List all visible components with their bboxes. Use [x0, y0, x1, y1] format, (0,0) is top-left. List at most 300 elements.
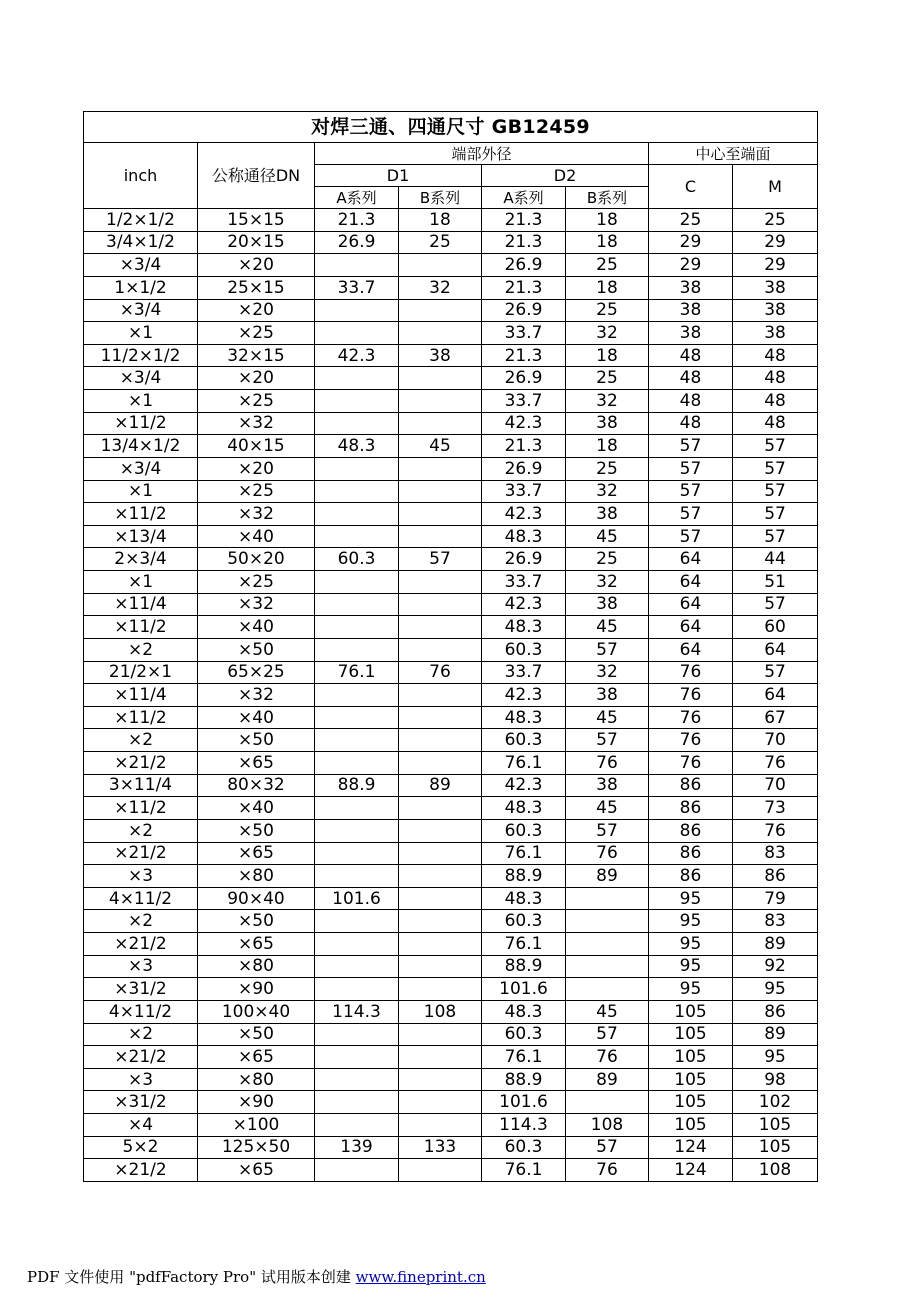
cell-d1-b: [399, 1159, 482, 1182]
footer-link[interactable]: www.fineprint.cn: [355, 1268, 486, 1286]
cell-c: 38: [649, 299, 733, 322]
cell-d2-b: 45: [566, 1000, 649, 1023]
cell-d2-a: 88.9: [482, 955, 566, 978]
cell-inch: ×3: [84, 1068, 198, 1091]
cell-d1-b: [399, 978, 482, 1001]
cell-d1-a: [315, 933, 399, 956]
cell-d2-a: 48.3: [482, 887, 566, 910]
cell-c: 29: [649, 254, 733, 277]
cell-d1-b: 108: [399, 1000, 482, 1023]
table-row: [84, 887, 818, 910]
cell-m: 86: [733, 865, 818, 888]
cell-d2-b: 76: [566, 1159, 649, 1182]
cell-d2-b: 89: [566, 865, 649, 888]
table-row: [84, 390, 818, 413]
cell-c: 86: [649, 819, 733, 842]
cell-m: 67: [733, 706, 818, 729]
cell-d1-b: 25: [399, 231, 482, 254]
cell-d1-a: [315, 322, 399, 345]
cell-d1-a: 101.6: [315, 887, 399, 910]
cell-m: 38: [733, 276, 818, 299]
cell-d1-b: [399, 322, 482, 345]
cell-inch: ×11/2: [84, 797, 198, 820]
cell-d2-b: 18: [566, 276, 649, 299]
table-row: [84, 933, 818, 956]
cell-d2-a: 114.3: [482, 1114, 566, 1137]
cell-inch: ×1: [84, 390, 198, 413]
cell-d1-a: [315, 729, 399, 752]
cell-d2-a: 48.3: [482, 706, 566, 729]
header-d2: D2: [482, 165, 649, 187]
cell-d2-b: 32: [566, 571, 649, 594]
cell-c: 105: [649, 1000, 733, 1023]
cell-d2-a: 26.9: [482, 367, 566, 390]
cell-m: 79: [733, 887, 818, 910]
cell-d2-b: 89: [566, 1068, 649, 1091]
cell-d2-b: [566, 955, 649, 978]
cell-d2-a: 88.9: [482, 1068, 566, 1091]
cell-d2-b: 57: [566, 819, 649, 842]
cell-d1-a: [315, 865, 399, 888]
cell-m: 89: [733, 933, 818, 956]
cell-dn: 15×15: [198, 209, 315, 232]
cell-m: 108: [733, 1159, 818, 1182]
table-row: [84, 910, 818, 933]
cell-inch: ×2: [84, 910, 198, 933]
table-row: [84, 616, 818, 639]
cell-inch: ×2: [84, 638, 198, 661]
cell-inch: ×3: [84, 955, 198, 978]
cell-dn: ×65: [198, 842, 315, 865]
cell-c: 95: [649, 978, 733, 1001]
cell-c: 25: [649, 209, 733, 232]
cell-d2-b: 76: [566, 752, 649, 775]
cell-dn: ×65: [198, 1046, 315, 1069]
cell-d2-a: 101.6: [482, 978, 566, 1001]
cell-dn: ×25: [198, 480, 315, 503]
cell-d2-b: 45: [566, 525, 649, 548]
cell-d2-a: 33.7: [482, 661, 566, 684]
cell-c: 38: [649, 322, 733, 345]
cell-inch: ×4: [84, 1114, 198, 1137]
cell-m: 70: [733, 729, 818, 752]
cell-dn: 90×40: [198, 887, 315, 910]
cell-d2-a: 76.1: [482, 752, 566, 775]
cell-d1-b: [399, 933, 482, 956]
cell-m: 76: [733, 752, 818, 775]
cell-d2-a: 60.3: [482, 1023, 566, 1046]
cell-c: 105: [649, 1091, 733, 1114]
table-row: [84, 774, 818, 797]
table-row: [84, 525, 818, 548]
cell-c: 57: [649, 435, 733, 458]
cell-c: 86: [649, 865, 733, 888]
cell-dn: ×25: [198, 322, 315, 345]
header-c: C: [649, 165, 733, 209]
table-row: [84, 231, 818, 254]
cell-d1-a: [315, 299, 399, 322]
cell-d2-b: 32: [566, 390, 649, 413]
cell-d1-b: [399, 1046, 482, 1069]
cell-c: 105: [649, 1068, 733, 1091]
cell-inch: ×11/2: [84, 412, 198, 435]
table-row: [84, 752, 818, 775]
cell-c: 86: [649, 774, 733, 797]
cell-inch: 4×11/2: [84, 1000, 198, 1023]
cell-inch: ×21/2: [84, 1159, 198, 1182]
cell-d1-b: [399, 752, 482, 775]
cell-inch: ×11/2: [84, 706, 198, 729]
cell-c: 95: [649, 955, 733, 978]
cell-m: 92: [733, 955, 818, 978]
cell-inch: 3/4×1/2: [84, 231, 198, 254]
table-row: [84, 1046, 818, 1069]
cell-d1-b: [399, 480, 482, 503]
cell-d1-b: [399, 503, 482, 526]
cell-inch: ×2: [84, 819, 198, 842]
table-row: [84, 819, 818, 842]
cell-d2-a: 42.3: [482, 593, 566, 616]
table-row: [84, 638, 818, 661]
cell-c: 29: [649, 231, 733, 254]
cell-d1-b: 45: [399, 435, 482, 458]
table-row: [84, 1136, 818, 1159]
cell-m: 105: [733, 1114, 818, 1137]
cell-m: 48: [733, 412, 818, 435]
cell-d2-b: 25: [566, 367, 649, 390]
cell-m: 64: [733, 684, 818, 707]
cell-d2-b: 57: [566, 638, 649, 661]
cell-d2-a: 33.7: [482, 322, 566, 345]
cell-d1-b: [399, 819, 482, 842]
cell-inch: ×11/2: [84, 616, 198, 639]
cell-m: 89: [733, 1023, 818, 1046]
table-row: [84, 842, 818, 865]
cell-inch: ×13/4: [84, 525, 198, 548]
cell-d2-a: 60.3: [482, 910, 566, 933]
cell-d2-b: [566, 978, 649, 1001]
cell-dn: ×80: [198, 865, 315, 888]
cell-d1-a: 60.3: [315, 548, 399, 571]
cell-dn: 20×15: [198, 231, 315, 254]
cell-d1-a: [315, 616, 399, 639]
cell-c: 57: [649, 503, 733, 526]
cell-inch: ×2: [84, 1023, 198, 1046]
table-row: [84, 955, 818, 978]
cell-m: 48: [733, 344, 818, 367]
cell-d1-b: [399, 525, 482, 548]
cell-m: 83: [733, 842, 818, 865]
cell-d2-a: 76.1: [482, 933, 566, 956]
cell-c: 57: [649, 525, 733, 548]
cell-d1-b: [399, 299, 482, 322]
cell-c: 76: [649, 684, 733, 707]
cell-d1-b: [399, 684, 482, 707]
cell-d1-b: [399, 616, 482, 639]
cell-inch: ×11/2: [84, 503, 198, 526]
cell-d2-b: 38: [566, 593, 649, 616]
cell-d1-a: 21.3: [315, 209, 399, 232]
cell-inch: 21/2×1: [84, 661, 198, 684]
cell-dn: ×40: [198, 525, 315, 548]
cell-d1-b: [399, 1068, 482, 1091]
cell-d2-a: 21.3: [482, 344, 566, 367]
cell-m: 102: [733, 1091, 818, 1114]
header-dn: 公称通径DN: [198, 143, 315, 209]
cell-d2-a: 42.3: [482, 684, 566, 707]
cell-d1-a: 114.3: [315, 1000, 399, 1023]
cell-d1-b: [399, 729, 482, 752]
cell-d2-a: 42.3: [482, 503, 566, 526]
cell-c: 76: [649, 729, 733, 752]
cell-d1-b: [399, 254, 482, 277]
header-m: M: [733, 165, 818, 209]
table-row: [84, 209, 818, 232]
cell-d2-a: 21.3: [482, 276, 566, 299]
cell-inch: 2×3/4: [84, 548, 198, 571]
table-row: [84, 367, 818, 390]
cell-d1-b: [399, 412, 482, 435]
cell-d2-b: 18: [566, 435, 649, 458]
cell-d2-a: 26.9: [482, 457, 566, 480]
cell-inch: 4×11/2: [84, 887, 198, 910]
table-row: [84, 797, 818, 820]
table-row: [84, 1114, 818, 1137]
cell-d2-b: [566, 887, 649, 910]
cell-dn: ×40: [198, 616, 315, 639]
cell-c: 38: [649, 276, 733, 299]
dimension-sheet: [83, 111, 817, 1182]
cell-d1-a: 33.7: [315, 276, 399, 299]
cell-d2-b: 57: [566, 1136, 649, 1159]
cell-m: 51: [733, 571, 818, 594]
cell-m: 57: [733, 593, 818, 616]
cell-m: 60: [733, 616, 818, 639]
cell-d1-b: 133: [399, 1136, 482, 1159]
cell-d2-b: 76: [566, 842, 649, 865]
table-row: [84, 661, 818, 684]
cell-dn: ×25: [198, 571, 315, 594]
cell-d1-a: [315, 571, 399, 594]
table-row: [84, 1091, 818, 1114]
cell-d1-a: [315, 593, 399, 616]
cell-d2-a: 76.1: [482, 842, 566, 865]
cell-c: 76: [649, 752, 733, 775]
cell-d2-a: 48.3: [482, 525, 566, 548]
cell-d1-b: [399, 571, 482, 594]
cell-m: 70: [733, 774, 818, 797]
cell-dn: ×50: [198, 819, 315, 842]
cell-d1-b: [399, 638, 482, 661]
cell-m: 57: [733, 480, 818, 503]
cell-d2-a: 21.3: [482, 231, 566, 254]
cell-d2-a: 48.3: [482, 797, 566, 820]
cell-inch: 13/4×1/2: [84, 435, 198, 458]
cell-inch: ×3: [84, 865, 198, 888]
cell-c: 57: [649, 480, 733, 503]
cell-dn: ×32: [198, 412, 315, 435]
cell-d2-a: 26.9: [482, 254, 566, 277]
cell-d2-b: 18: [566, 231, 649, 254]
cell-d1-b: [399, 593, 482, 616]
footer-text: PDF 文件使用 "pdfFactory Pro" 试用版本创建: [27, 1268, 356, 1286]
cell-d2-a: 26.9: [482, 299, 566, 322]
cell-d1-a: [315, 367, 399, 390]
cell-dn: ×20: [198, 299, 315, 322]
cell-d1-b: 32: [399, 276, 482, 299]
cell-dn: ×50: [198, 910, 315, 933]
cell-d2-b: 76: [566, 1046, 649, 1069]
cell-inch: ×31/2: [84, 1091, 198, 1114]
cell-dn: ×25: [198, 390, 315, 413]
cell-d2-b: 32: [566, 480, 649, 503]
cell-inch: 1×1/2: [84, 276, 198, 299]
cell-dn: 100×40: [198, 1000, 315, 1023]
cell-d1-a: [315, 842, 399, 865]
tee-cross-dimension-table: [83, 111, 818, 1182]
cell-dn: ×100: [198, 1114, 315, 1137]
table-row: [84, 412, 818, 435]
cell-d2-b: 38: [566, 503, 649, 526]
cell-d1-b: 57: [399, 548, 482, 571]
cell-d2-a: 76.1: [482, 1046, 566, 1069]
cell-m: 25: [733, 209, 818, 232]
cell-m: 86: [733, 1000, 818, 1023]
table-row: [84, 1023, 818, 1046]
cell-d2-b: 57: [566, 1023, 649, 1046]
cell-inch: ×21/2: [84, 933, 198, 956]
cell-d1-b: [399, 842, 482, 865]
cell-d2-a: 60.3: [482, 1136, 566, 1159]
cell-d1-b: [399, 367, 482, 390]
cell-dn: ×32: [198, 684, 315, 707]
header-d1-series-b: B系列: [399, 187, 482, 209]
cell-c: 48: [649, 367, 733, 390]
cell-d1-b: [399, 390, 482, 413]
cell-c: 76: [649, 661, 733, 684]
cell-d1-a: [315, 819, 399, 842]
cell-c: 105: [649, 1114, 733, 1137]
cell-m: 38: [733, 322, 818, 345]
cell-c: 95: [649, 887, 733, 910]
cell-d1-a: [315, 390, 399, 413]
cell-d1-b: [399, 865, 482, 888]
cell-dn: ×40: [198, 797, 315, 820]
cell-d1-a: 76.1: [315, 661, 399, 684]
header-end-od: 端部外径: [315, 143, 649, 165]
cell-d2-a: 101.6: [482, 1091, 566, 1114]
cell-d1-b: [399, 1091, 482, 1114]
cell-m: 44: [733, 548, 818, 571]
cell-d2-b: 45: [566, 616, 649, 639]
cell-d2-b: 38: [566, 684, 649, 707]
cell-dn: ×90: [198, 1091, 315, 1114]
cell-d2-b: 25: [566, 457, 649, 480]
cell-d1-a: [315, 1114, 399, 1137]
cell-d1-a: [315, 752, 399, 775]
cell-d1-a: [315, 480, 399, 503]
header-d2-series-b: B系列: [566, 187, 649, 209]
cell-d1-b: 38: [399, 344, 482, 367]
cell-m: 83: [733, 910, 818, 933]
cell-inch: ×3/4: [84, 367, 198, 390]
cell-inch: 1/2×1/2: [84, 209, 198, 232]
table-row: [84, 299, 818, 322]
cell-d1-a: [315, 1091, 399, 1114]
cell-inch: 5×2: [84, 1136, 198, 1159]
cell-m: 64: [733, 638, 818, 661]
cell-inch: ×1: [84, 571, 198, 594]
table-row: [84, 978, 818, 1001]
table-row: [84, 344, 818, 367]
cell-d2-b: 18: [566, 344, 649, 367]
cell-m: 48: [733, 390, 818, 413]
cell-dn: ×20: [198, 367, 315, 390]
cell-dn: ×65: [198, 752, 315, 775]
cell-c: 48: [649, 344, 733, 367]
cell-inch: 3×11/4: [84, 774, 198, 797]
cell-d1-a: 26.9: [315, 231, 399, 254]
cell-d1-a: [315, 1159, 399, 1182]
cell-inch: ×3/4: [84, 457, 198, 480]
cell-d1-b: [399, 955, 482, 978]
cell-dn: 32×15: [198, 344, 315, 367]
table-title: 对焊三通、四通尺寸 GB12459: [84, 112, 818, 143]
cell-dn: ×32: [198, 593, 315, 616]
table-row: [84, 254, 818, 277]
cell-d2-b: 18: [566, 209, 649, 232]
cell-dn: 80×32: [198, 774, 315, 797]
cell-c: 76: [649, 706, 733, 729]
cell-c: 57: [649, 457, 733, 480]
cell-d2-b: [566, 933, 649, 956]
cell-d1-b: [399, 457, 482, 480]
table-row: [84, 480, 818, 503]
table-row: [84, 503, 818, 526]
cell-d1-a: [315, 955, 399, 978]
table-row: [84, 706, 818, 729]
cell-d1-b: [399, 887, 482, 910]
cell-inch: ×21/2: [84, 752, 198, 775]
cell-d2-b: 38: [566, 412, 649, 435]
cell-dn: 50×20: [198, 548, 315, 571]
cell-d1-a: [315, 1068, 399, 1091]
cell-d2-a: 48.3: [482, 1000, 566, 1023]
cell-m: 48: [733, 367, 818, 390]
cell-d2-a: 42.3: [482, 774, 566, 797]
table-row: [84, 548, 818, 571]
cell-dn: ×80: [198, 955, 315, 978]
table-row: [84, 571, 818, 594]
cell-dn: ×50: [198, 638, 315, 661]
cell-c: 86: [649, 842, 733, 865]
cell-d2-b: 25: [566, 299, 649, 322]
cell-d1-a: [315, 638, 399, 661]
cell-d2-b: 38: [566, 774, 649, 797]
header-d2-series-a: A系列: [482, 187, 566, 209]
table-row: [84, 435, 818, 458]
cell-d1-a: [315, 978, 399, 1001]
cell-inch: 11/2×1/2: [84, 344, 198, 367]
cell-inch: ×11/4: [84, 684, 198, 707]
cell-d2-a: 60.3: [482, 819, 566, 842]
cell-dn: ×50: [198, 729, 315, 752]
cell-m: 95: [733, 978, 818, 1001]
cell-d2-a: 26.9: [482, 548, 566, 571]
cell-d2-b: 57: [566, 729, 649, 752]
cell-m: 57: [733, 503, 818, 526]
cell-inch: ×21/2: [84, 1046, 198, 1069]
